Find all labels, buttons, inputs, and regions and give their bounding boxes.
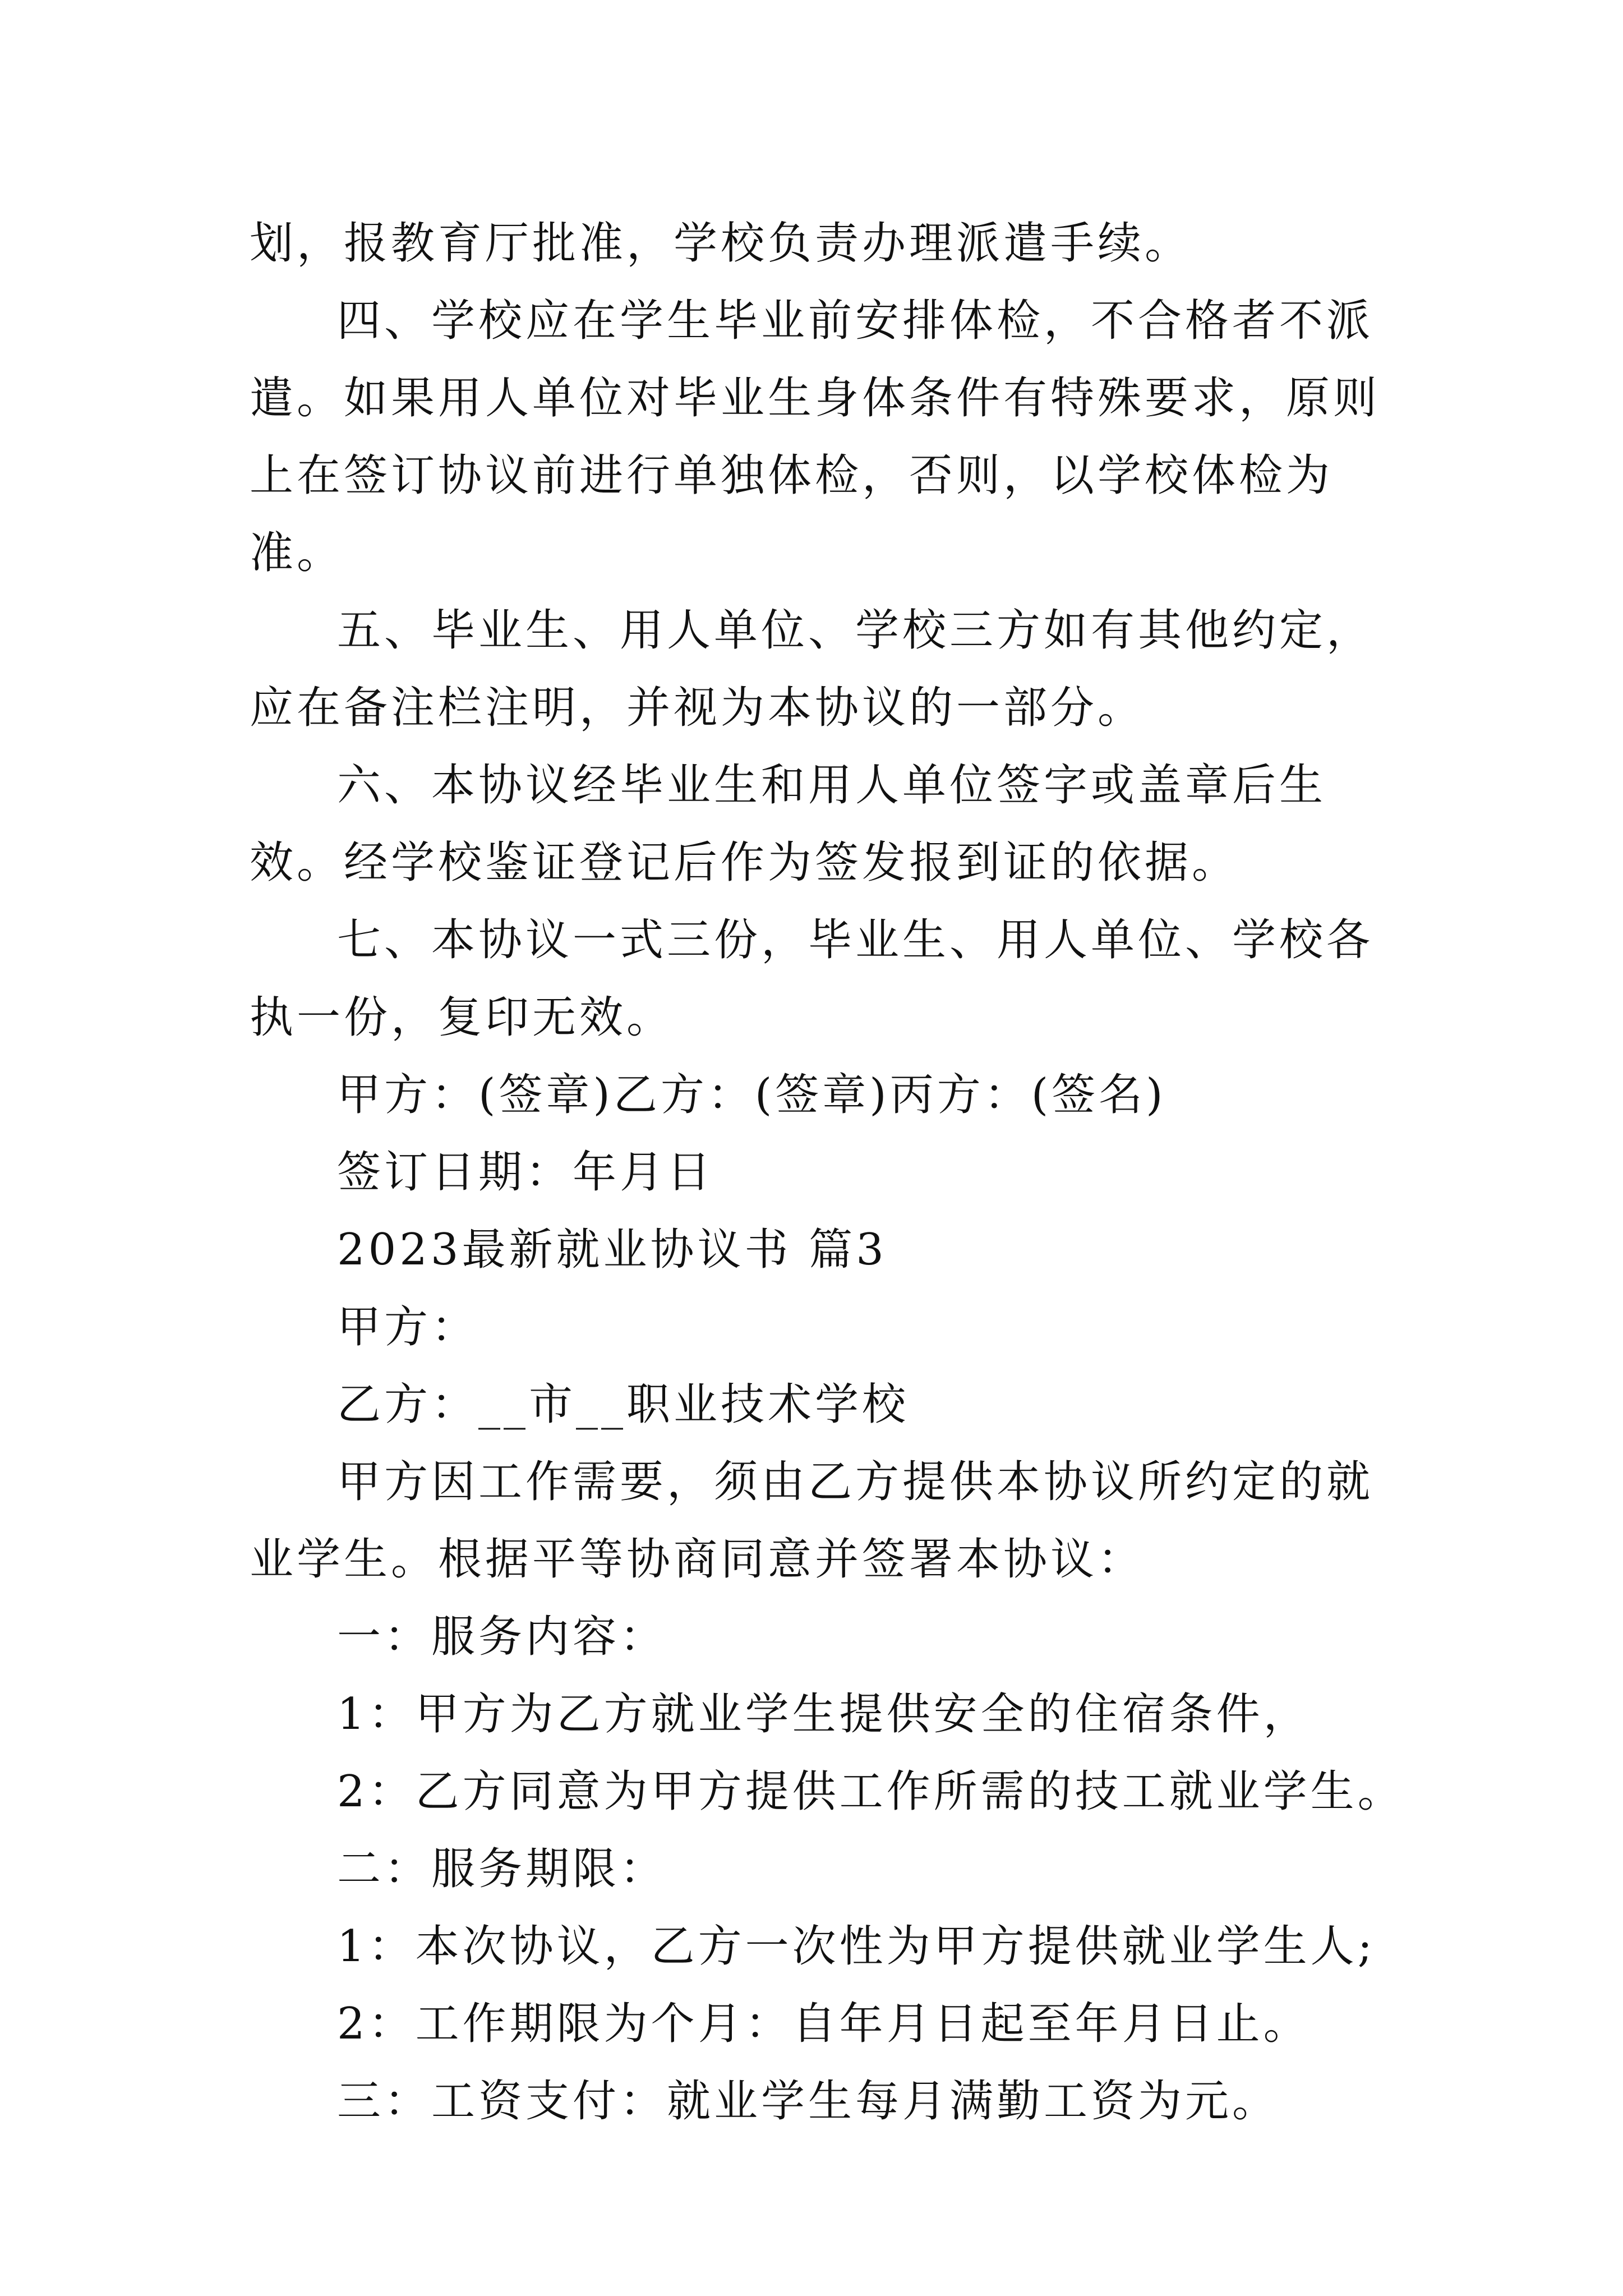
signing-date-line: 签订日期：年月日 [337,1147,714,1198]
service-term-item-2: 2：工作期限为个月：自年月日起至年月日止。 [337,1999,1311,2049]
service-term-heading: 二：服务期限： [337,1844,667,1894]
agreement-intro: 甲方因工作需要，须由乙方提供本协议所约定的就业学生。根据平等协商同意并签署本协议： [250,1457,1374,1585]
service-content-item-2: 2：乙方同意为甲方提供工作所需的技工就业学生。 [337,1766,1405,1817]
signature-line: 甲方：(签章)乙方：(签章)丙方：(签名) [337,1070,1166,1120]
paragraph-clause-7: 七、本协议一式三份，毕业生、用人单位、学校各执一份，复印无效。 [250,915,1374,1043]
service-content-item-1: 1：甲方为乙方就业学生提供安全的住宿条件， [337,1689,1311,1740]
paragraph-clause-5: 五、毕业生、用人单位、学校三方如有其他约定，应在备注栏注明，并视为本协议的一部分。 [250,605,1374,733]
service-content-heading: 一：服务内容： [337,1612,667,1662]
section-heading: 2023最新就业协议书 篇3 [337,1225,887,1275]
party-b-line: 乙方：__市__职业技术学校 [337,1379,910,1430]
document-body [250,205,1405,2140]
paragraph-dispatch-continued: 划，报教育厅批准，学校负责办理派遣手续。 [250,218,1192,269]
service-term-item-1: 1：本次协议，乙方一次性为甲方提供就业学生人; [337,1921,1376,1972]
wage-payment-line: 三：工资支付：就业学生每月满勤工资为元。 [337,2076,1280,2127]
party-a-line: 甲方： [337,1302,479,1352]
paragraph-clause-6: 六、本协议经毕业生和用人单位签字或盖章后生效。经学校鉴证登记后作为签发报到证的依据。 [250,760,1327,888]
paragraph-clause-4: 四、学校应在学生毕业前安排体检，不合格者不派遣。如果用人单位对毕业生身体条件有特殊要求，原则上在签订协议前进行单独体检，否则，以学校体检为准。 [250,296,1381,578]
